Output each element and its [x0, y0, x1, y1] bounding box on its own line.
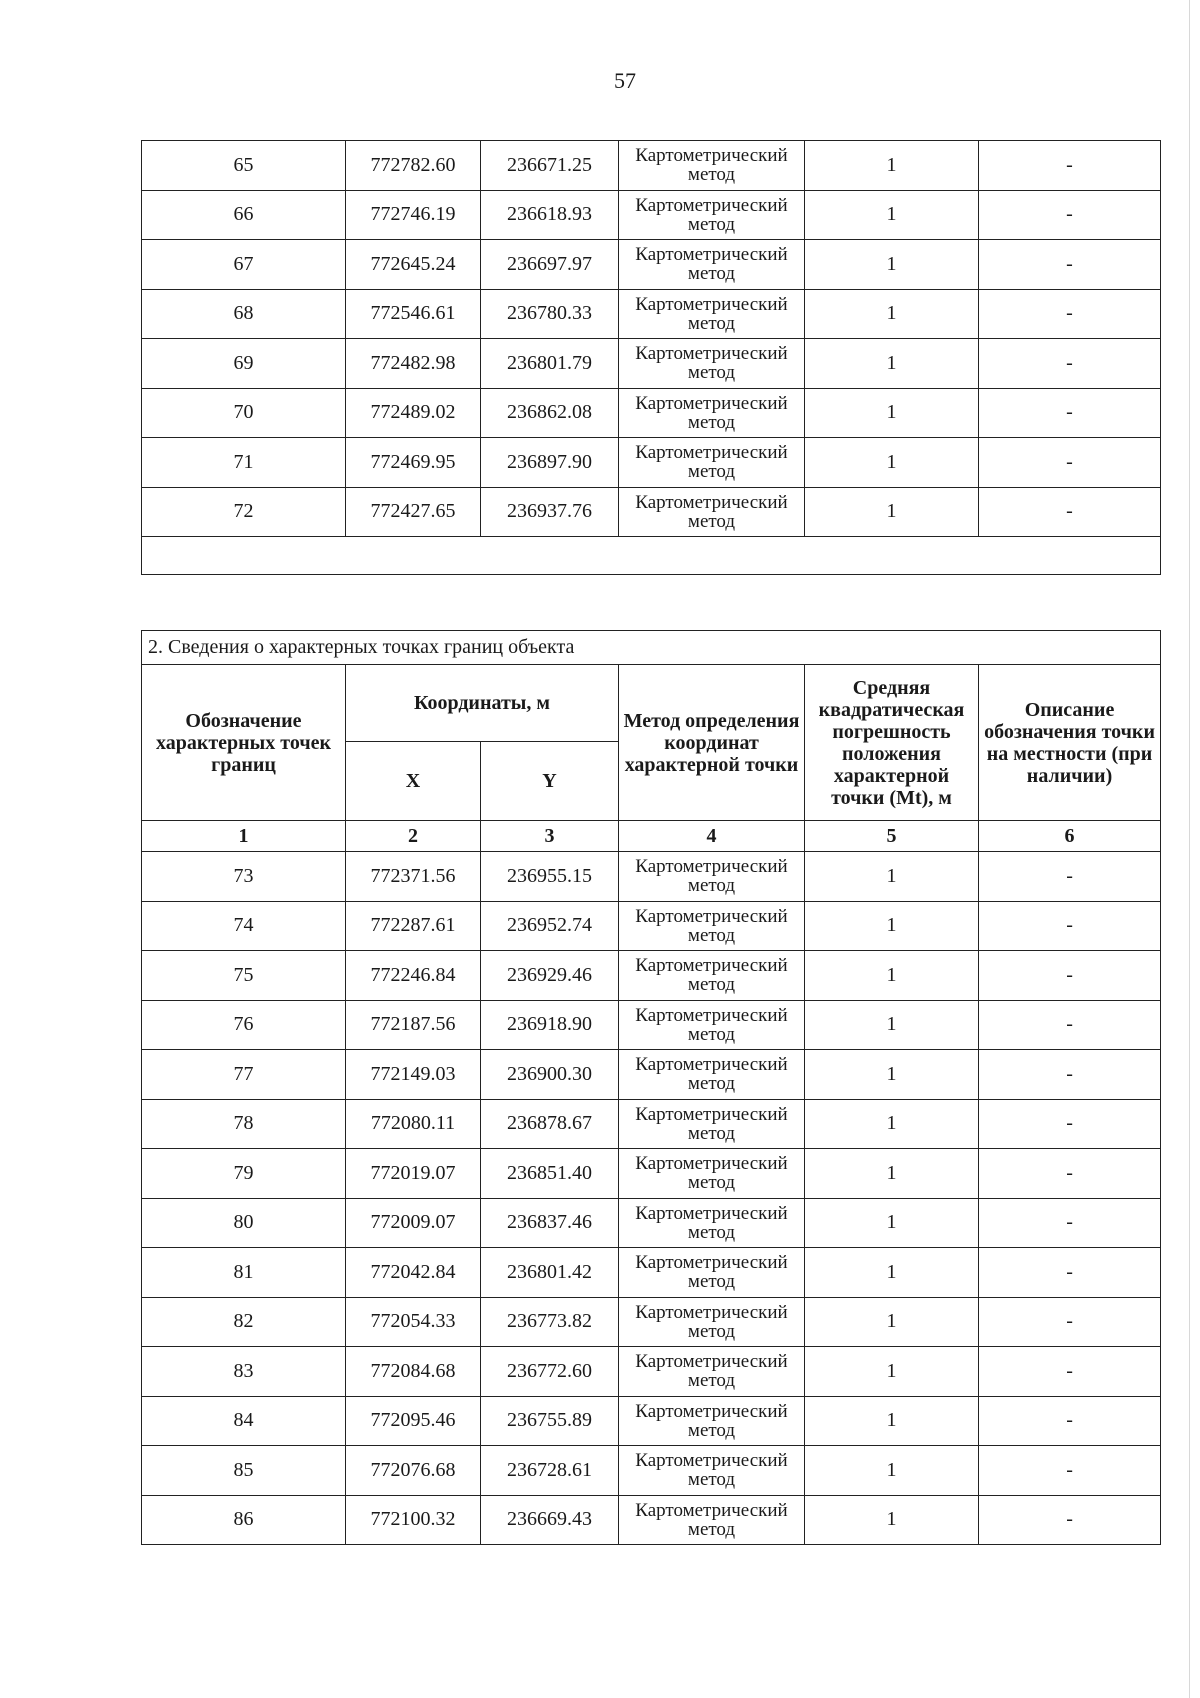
mt-cell: 1 — [805, 1050, 979, 1100]
y-coordinate-cell: 236837.46 — [481, 1198, 619, 1248]
table-row — [142, 1198, 1161, 1248]
description-cell: - — [979, 1000, 1161, 1050]
x-coordinate-cell: 772645.24 — [346, 240, 481, 290]
y-coordinate-cell: 236671.25 — [481, 141, 619, 191]
header-method: Метод определения координат характерной точки — [619, 665, 805, 821]
description-cell: - — [979, 1446, 1161, 1496]
mt-cell: 1 — [805, 951, 979, 1001]
method-cell: Картометрический метод — [619, 1396, 805, 1446]
y-coordinate-cell: 236937.76 — [481, 487, 619, 537]
point-cell: 68 — [142, 289, 346, 339]
point-cell: 67 — [142, 240, 346, 290]
mt-cell: 1 — [805, 141, 979, 191]
point-cell: 79 — [142, 1149, 346, 1199]
y-coordinate-cell: 236801.79 — [481, 339, 619, 389]
point-cell: 71 — [142, 438, 346, 488]
method-cell: Картометрический метод — [619, 852, 805, 902]
y-coordinate-cell: 236772.60 — [481, 1347, 619, 1397]
x-coordinate-cell: 772782.60 — [346, 141, 481, 191]
header-mt: Средняя квадратическая погрешность положения характерной точки (Mt), м — [805, 665, 979, 821]
description-cell: - — [979, 438, 1161, 488]
point-cell: 82 — [142, 1297, 346, 1347]
description-cell: - — [979, 339, 1161, 389]
mt-cell: 1 — [805, 388, 979, 438]
mt-cell: 1 — [805, 1495, 979, 1545]
method-cell: Картометрический метод — [619, 1149, 805, 1199]
table-row — [142, 339, 1161, 389]
mt-cell: 1 — [805, 1198, 979, 1248]
point-cell: 81 — [142, 1248, 346, 1298]
method-cell: Картометрический метод — [619, 1000, 805, 1050]
y-coordinate-cell: 236755.89 — [481, 1396, 619, 1446]
mt-cell: 1 — [805, 339, 979, 389]
x-coordinate-cell: 772054.33 — [346, 1297, 481, 1347]
x-coordinate-cell: 772009.07 — [346, 1198, 481, 1248]
x-coordinate-cell: 772149.03 — [346, 1050, 481, 1100]
mt-cell: 1 — [805, 852, 979, 902]
header-x: X — [346, 742, 481, 821]
header-point-designation: Обозначение характерных точек границ — [142, 665, 346, 821]
column-number: 3 — [481, 821, 619, 852]
boundary-points-table-body — [142, 852, 1161, 1545]
table-row — [142, 1495, 1161, 1545]
x-coordinate-cell: 772371.56 — [346, 852, 481, 902]
x-coordinate-cell: 772427.65 — [346, 487, 481, 537]
method-cell: Картометрический метод — [619, 141, 805, 191]
x-coordinate-cell: 772084.68 — [346, 1347, 481, 1397]
x-coordinate-cell: 772746.19 — [346, 190, 481, 240]
method-cell: Картометрический метод — [619, 1198, 805, 1248]
table-caption: 2. Сведения о характерных точках границ объекта — [142, 631, 1161, 665]
table-row — [142, 1050, 1161, 1100]
description-cell: - — [979, 487, 1161, 537]
x-coordinate-cell: 772287.61 — [346, 901, 481, 951]
column-number-row — [142, 821, 1161, 852]
header-description: Описание обозначения точки на местности (при наличии) — [979, 665, 1161, 821]
description-cell: - — [979, 1347, 1161, 1397]
description-cell: - — [979, 1297, 1161, 1347]
description-cell: - — [979, 1198, 1161, 1248]
method-cell: Картометрический метод — [619, 901, 805, 951]
description-cell: - — [979, 852, 1161, 902]
y-coordinate-cell: 236929.46 — [481, 951, 619, 1001]
mt-cell: 1 — [805, 240, 979, 290]
table-row — [142, 951, 1161, 1001]
mt-cell: 1 — [805, 1297, 979, 1347]
description-cell: - — [979, 141, 1161, 191]
description-cell: - — [979, 388, 1161, 438]
point-cell: 74 — [142, 901, 346, 951]
y-coordinate-cell: 236780.33 — [481, 289, 619, 339]
method-cell: Картометрический метод — [619, 190, 805, 240]
y-coordinate-cell: 236728.61 — [481, 1446, 619, 1496]
table-row — [142, 388, 1161, 438]
x-coordinate-cell: 772246.84 — [346, 951, 481, 1001]
y-coordinate-cell: 236878.67 — [481, 1099, 619, 1149]
points-table-continued — [141, 140, 1161, 575]
mt-cell: 1 — [805, 1347, 979, 1397]
y-coordinate-cell: 236801.42 — [481, 1248, 619, 1298]
table-row — [142, 487, 1161, 537]
table-row — [142, 1149, 1161, 1199]
page-edge-line — [1189, 0, 1190, 1698]
point-cell: 70 — [142, 388, 346, 438]
boundary-points-table — [141, 630, 1161, 1545]
point-cell: 85 — [142, 1446, 346, 1496]
empty-row — [142, 537, 1161, 575]
column-number: 5 — [805, 821, 979, 852]
table-row — [142, 1347, 1161, 1397]
method-cell: Картометрический метод — [619, 1446, 805, 1496]
page-number: 57 — [614, 68, 636, 93]
table-row — [142, 141, 1161, 191]
x-coordinate-cell: 772187.56 — [346, 1000, 481, 1050]
point-cell: 77 — [142, 1050, 346, 1100]
table-row — [142, 1248, 1161, 1298]
empty-cell — [142, 537, 1161, 575]
y-coordinate-cell: 236900.30 — [481, 1050, 619, 1100]
point-cell: 69 — [142, 339, 346, 389]
point-cell: 83 — [142, 1347, 346, 1397]
description-cell: - — [979, 289, 1161, 339]
mt-cell: 1 — [805, 1099, 979, 1149]
column-number: 4 — [619, 821, 805, 852]
y-coordinate-cell: 236618.93 — [481, 190, 619, 240]
y-coordinate-cell: 236669.43 — [481, 1495, 619, 1545]
table-row — [142, 901, 1161, 951]
point-cell: 80 — [142, 1198, 346, 1248]
x-coordinate-cell: 772095.46 — [346, 1396, 481, 1446]
point-cell: 66 — [142, 190, 346, 240]
x-coordinate-cell: 772469.95 — [346, 438, 481, 488]
point-cell: 65 — [142, 141, 346, 191]
method-cell: Картометрический метод — [619, 339, 805, 389]
method-cell: Картометрический метод — [619, 240, 805, 290]
method-cell: Картометрический метод — [619, 388, 805, 438]
header-y: Y — [481, 742, 619, 821]
method-cell: Картометрический метод — [619, 1495, 805, 1545]
mt-cell: 1 — [805, 1000, 979, 1050]
x-coordinate-cell: 772100.32 — [346, 1495, 481, 1545]
description-cell: - — [979, 1099, 1161, 1149]
method-cell: Картометрический метод — [619, 1347, 805, 1397]
y-coordinate-cell: 236851.40 — [481, 1149, 619, 1199]
description-cell: - — [979, 951, 1161, 1001]
table-row — [142, 1000, 1161, 1050]
table-row — [142, 1099, 1161, 1149]
mt-cell: 1 — [805, 487, 979, 537]
table-row — [142, 852, 1161, 902]
description-cell: - — [979, 240, 1161, 290]
x-coordinate-cell: 772076.68 — [346, 1446, 481, 1496]
mt-cell: 1 — [805, 1248, 979, 1298]
method-cell: Картометрический метод — [619, 1099, 805, 1149]
column-number: 6 — [979, 821, 1161, 852]
mt-cell: 1 — [805, 289, 979, 339]
point-cell: 73 — [142, 852, 346, 902]
y-coordinate-cell: 236918.90 — [481, 1000, 619, 1050]
mt-cell: 1 — [805, 1396, 979, 1446]
x-coordinate-cell: 772482.98 — [346, 339, 481, 389]
y-coordinate-cell: 236955.15 — [481, 852, 619, 902]
y-coordinate-cell: 236897.90 — [481, 438, 619, 488]
description-cell: - — [979, 1495, 1161, 1545]
x-coordinate-cell: 772489.02 — [346, 388, 481, 438]
table-row — [142, 190, 1161, 240]
description-cell: - — [979, 1396, 1161, 1446]
header-coordinates: Координаты, м — [346, 665, 619, 742]
description-cell: - — [979, 1149, 1161, 1199]
mt-cell: 1 — [805, 1149, 979, 1199]
mt-cell: 1 — [805, 1446, 979, 1496]
x-coordinate-cell: 772042.84 — [346, 1248, 481, 1298]
column-number: 2 — [346, 821, 481, 852]
points-table-continued-body — [142, 141, 1161, 575]
y-coordinate-cell: 236862.08 — [481, 388, 619, 438]
table-row — [142, 438, 1161, 488]
description-cell: - — [979, 190, 1161, 240]
table-row — [142, 1446, 1161, 1496]
x-coordinate-cell: 772019.07 — [346, 1149, 481, 1199]
method-cell: Картометрический метод — [619, 1297, 805, 1347]
method-cell: Картометрический метод — [619, 487, 805, 537]
point-cell: 76 — [142, 1000, 346, 1050]
method-cell: Картометрический метод — [619, 1050, 805, 1100]
table-row — [142, 1297, 1161, 1347]
table-row — [142, 1396, 1161, 1446]
method-cell: Картометрический метод — [619, 438, 805, 488]
method-cell: Картометрический метод — [619, 289, 805, 339]
point-cell: 75 — [142, 951, 346, 1001]
point-cell: 78 — [142, 1099, 346, 1149]
description-cell: - — [979, 1248, 1161, 1298]
y-coordinate-cell: 236773.82 — [481, 1297, 619, 1347]
method-cell: Картометрический метод — [619, 1248, 805, 1298]
point-cell: 84 — [142, 1396, 346, 1446]
description-cell: - — [979, 901, 1161, 951]
y-coordinate-cell: 236697.97 — [481, 240, 619, 290]
table-row — [142, 289, 1161, 339]
table-row — [142, 240, 1161, 290]
mt-cell: 1 — [805, 190, 979, 240]
x-coordinate-cell: 772080.11 — [346, 1099, 481, 1149]
y-coordinate-cell: 236952.74 — [481, 901, 619, 951]
column-number: 1 — [142, 821, 346, 852]
x-coordinate-cell: 772546.61 — [346, 289, 481, 339]
mt-cell: 1 — [805, 901, 979, 951]
point-cell: 86 — [142, 1495, 346, 1545]
description-cell: - — [979, 1050, 1161, 1100]
point-cell: 72 — [142, 487, 346, 537]
mt-cell: 1 — [805, 438, 979, 488]
method-cell: Картометрический метод — [619, 951, 805, 1001]
